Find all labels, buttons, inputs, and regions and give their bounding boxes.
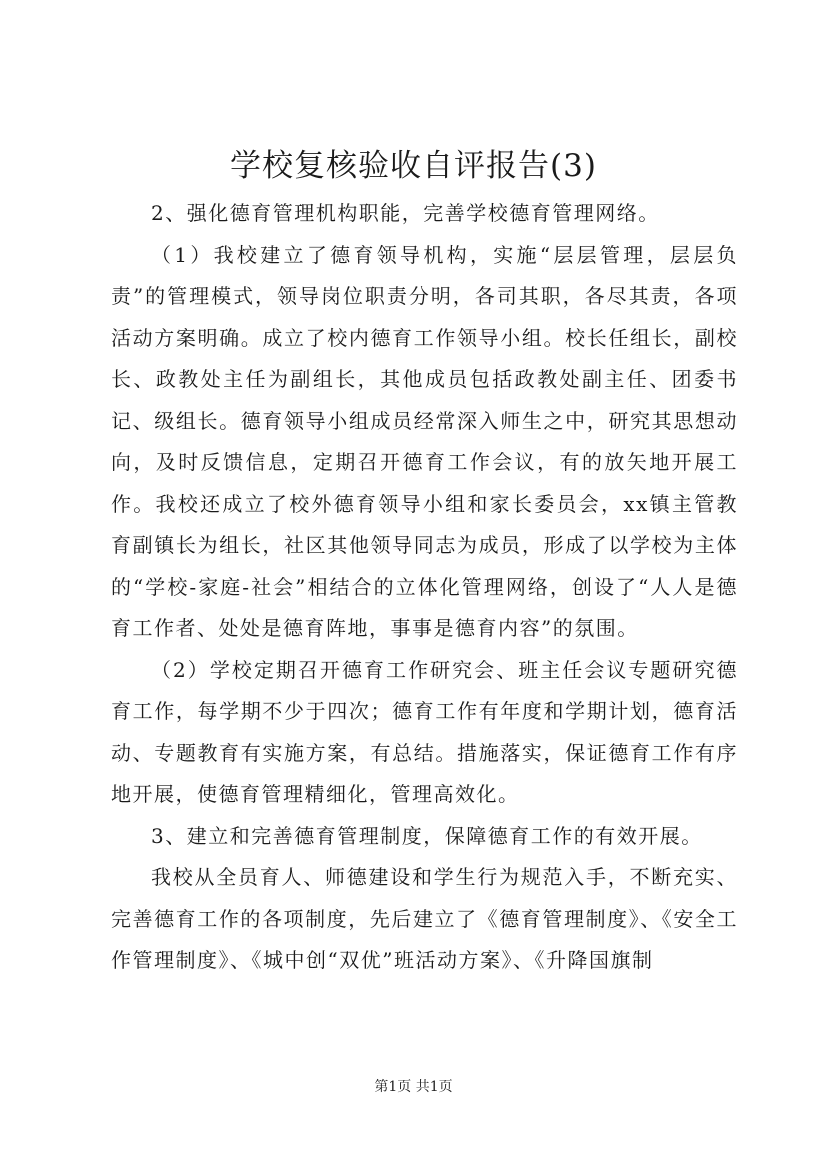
paragraph-section-2-heading: 2、强化德育管理机构职能，完善学校德育管理网络。 (151, 201, 660, 225)
paragraph-leadership-structure: （1）我校建立了德育领导机构，实施“层层管理，层层负责”的管理模式，领导岗位职责分明，各司其职，各尽其责，各项活动方案明确。成立了校内德育工作领导小组。校长任组长，副校长、政教处主任为副组长，其他成员包括政教处副主任、团委书记、级组长。德育领导小组成员经常深入师生之中，研究其思想动向，及时反馈信息，定期召开德育工作会议，有的放矢地开展工作。我校还成立了校外德育领导小组和家长委员会，xx镇主管教育副镇长为组长，社区其他领导同志为成员，形成了以学校为主体的“学校-家庭-社会”相结合的立体化管理网络，创设了“人人是德育工作者、处处是德育阵地，事事是德育内容”的氛围。 (111, 242, 738, 640)
paragraph-management-rules: 我校从全员育人、师德建设和学生行为规范入手，不断充实、完善德育工作的各项制度，先后建立了《德育管理制度》、《安全工作管理制度》、《城中创“双优”班活动方案》、《升降国旗制 (111, 865, 738, 972)
page-footer: 第1页 共1页 (374, 1079, 453, 1095)
document-title: 学校复核验收自评报告(3) (230, 148, 597, 184)
paragraph-regular-meetings: （2）学校定期召开德育工作研究会、班主任会议专题研究德育工作，每学期不少于四次；德育工作有年度和学期计划，德育活动、专题教育有实施方案，有总结。措施落实，保证德育工作有序地开展，使德育管理精细化，管理高效化。 (111, 657, 738, 806)
document-body (111, 193, 738, 982)
paragraph-section-3-heading: 3、建立和完善德育管理制度，保障德育工作的有效开展。 (151, 823, 703, 848)
